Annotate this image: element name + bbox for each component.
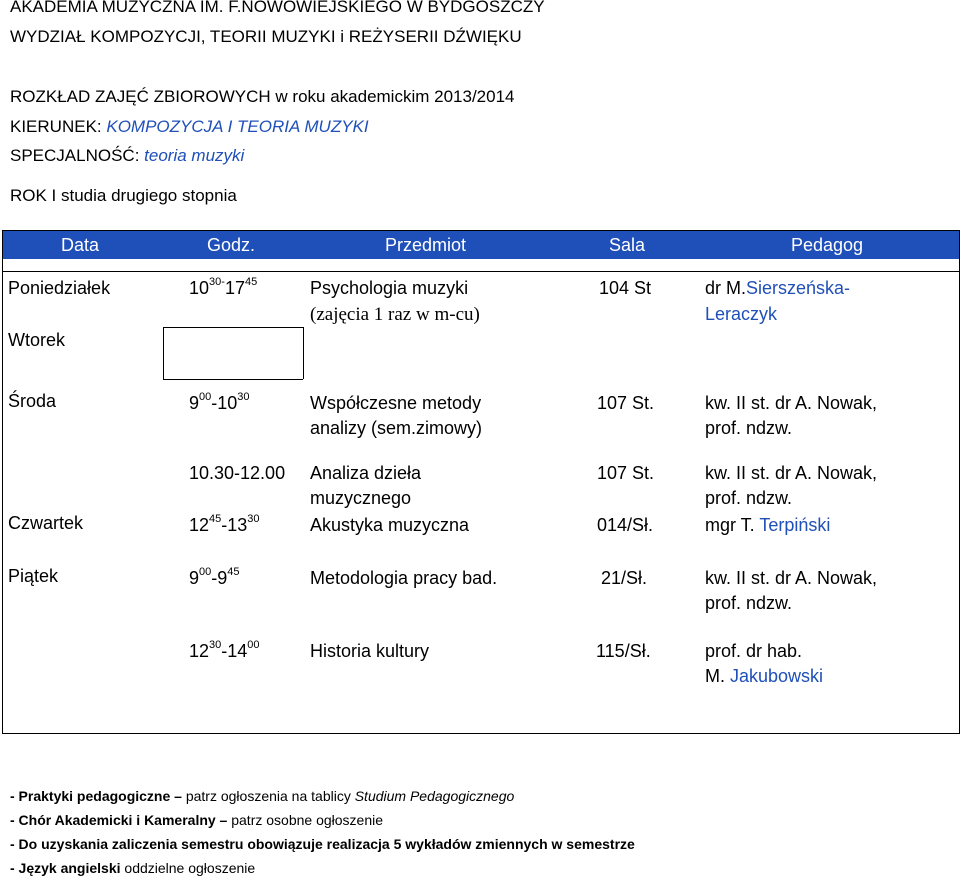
note-chor: - Chór Akademicki i Kameralny – patrz osobne ogłoszenie xyxy=(10,812,384,828)
subject-psychologia-note: (zajęcia 1 raz w m-cu) xyxy=(310,304,480,325)
subject-metodologia: Metodologia pracy bad. xyxy=(310,568,498,588)
room-metodologia: 21/Sł. xyxy=(601,568,648,588)
faculty-name: WYDZIAŁ KOMPOZYCJI, TEORII MUZYKI i REŻYSERII DŹWIĘKU xyxy=(10,27,522,46)
teacher-wspolczesne: kw. II st. dr A. Nowak, xyxy=(705,393,878,413)
time-sroda-2: 10.30-12.00 xyxy=(189,463,286,483)
time-piatek-2: $12^{30}-14^{00}$ xyxy=(189,639,260,661)
day-poniedzialek: Poniedziałek xyxy=(8,278,111,298)
col-header-data: Data xyxy=(61,235,100,255)
teacher-psychologia: dr M.Sierszeńska- xyxy=(705,278,851,298)
subject-wspolczesne: Współczesne metody xyxy=(310,393,482,413)
spec-value: teoria muzyki xyxy=(144,146,245,165)
day-piatek: Piątek xyxy=(8,566,59,586)
kierunek-label: KIERUNEK: xyxy=(10,117,107,136)
room-psychologia: 104 St xyxy=(599,278,652,298)
time-sroda-1: $9^{00}-10^{30}$ xyxy=(189,391,250,413)
teacher-psychologia-line2: Leraczyk xyxy=(705,304,778,324)
col-header-pedagog: Pedagog xyxy=(791,235,864,255)
time-czwartek: $12^{45}-13^{30}$ xyxy=(189,513,260,535)
spec-label: SPECJALNOŚĆ: xyxy=(10,146,145,165)
wtorek-cell-right xyxy=(303,327,304,379)
col-header-przedmiot: Przedmiot xyxy=(385,235,467,255)
subject-analiza: Analiza dzieła xyxy=(310,463,422,483)
time-piatek-1: $9^{00}-9^{45}$ xyxy=(189,566,240,588)
wtorek-cell-left xyxy=(163,327,164,379)
teacher-analiza-line2: prof. ndzw. xyxy=(705,488,793,508)
year-line: ROK I studia drugiego stopnia xyxy=(10,186,237,205)
subject-psychologia: Psychologia muzyki xyxy=(310,278,469,298)
teacher-analiza: kw. II st. dr A. Nowak, xyxy=(705,463,878,483)
teacher-historia-line2: M. Jakubowski xyxy=(705,666,824,686)
note-jezyk: - Język angielski oddzielne ogłoszenie xyxy=(10,860,256,876)
teacher-historia: prof. dr hab. xyxy=(705,641,803,661)
kierunek-line xyxy=(10,117,369,137)
room-akustyka: 014/Sł. xyxy=(597,515,654,535)
day-sroda: Środa xyxy=(8,391,57,411)
subject-historia: Historia kultury xyxy=(310,641,430,661)
room-analiza: 107 St. xyxy=(597,463,655,483)
note-praktyki: - Praktyki pedagogiczne – patrz ogłoszenia na tablicy Studium Pedagogicznego xyxy=(10,788,515,804)
academy-name: AKADEMIA MUZYCZNA IM. F.NOWOWIEJSKIEGO W BYDGOSZCZY xyxy=(10,0,545,16)
note-zaliczenie: - Do uzyskania zaliczenia semestru obowiązuje realizacja 5 wykładów zmiennych w semestrze xyxy=(10,836,635,852)
teacher-akustyka: mgr T. Terpiński xyxy=(705,515,831,535)
wtorek-cell-top xyxy=(163,327,303,328)
room-historia: 115/Sł. xyxy=(596,641,651,661)
subject-akustyka: Akustyka muzyczna xyxy=(310,515,470,535)
subject-analiza-line2: muzycznego xyxy=(310,488,412,508)
header-divider xyxy=(3,271,959,272)
teacher-wspolczesne-line2: prof. ndzw. xyxy=(705,418,793,438)
kierunek-value: KOMPOZYCJA I TEORIA MUZYKI xyxy=(106,117,369,136)
room-wspolczesne: 107 St. xyxy=(597,393,655,413)
day-czwartek: Czwartek xyxy=(8,513,84,533)
schedule-title: ROZKŁAD ZAJĘĆ ZBIOROWYCH w roku akademickim 2013/2014 xyxy=(10,87,515,106)
subject-wspolczesne-line2: analizy (sem.zimowy) xyxy=(310,418,483,438)
day-wtorek: Wtorek xyxy=(8,330,66,350)
col-header-sala: Sala xyxy=(609,235,646,255)
spec-line xyxy=(10,146,244,166)
teacher-metodologia-line2: prof. ndzw. xyxy=(705,593,793,613)
wtorek-cell-bottom xyxy=(163,379,303,380)
col-header-godz: Godz. xyxy=(207,235,256,255)
time-poniedzialek: $10^{30-}17^{45}$ xyxy=(189,276,258,298)
teacher-metodologia: kw. II st. dr A. Nowak, xyxy=(705,568,878,588)
notes-list xyxy=(10,784,635,880)
schedule-table xyxy=(2,230,960,734)
